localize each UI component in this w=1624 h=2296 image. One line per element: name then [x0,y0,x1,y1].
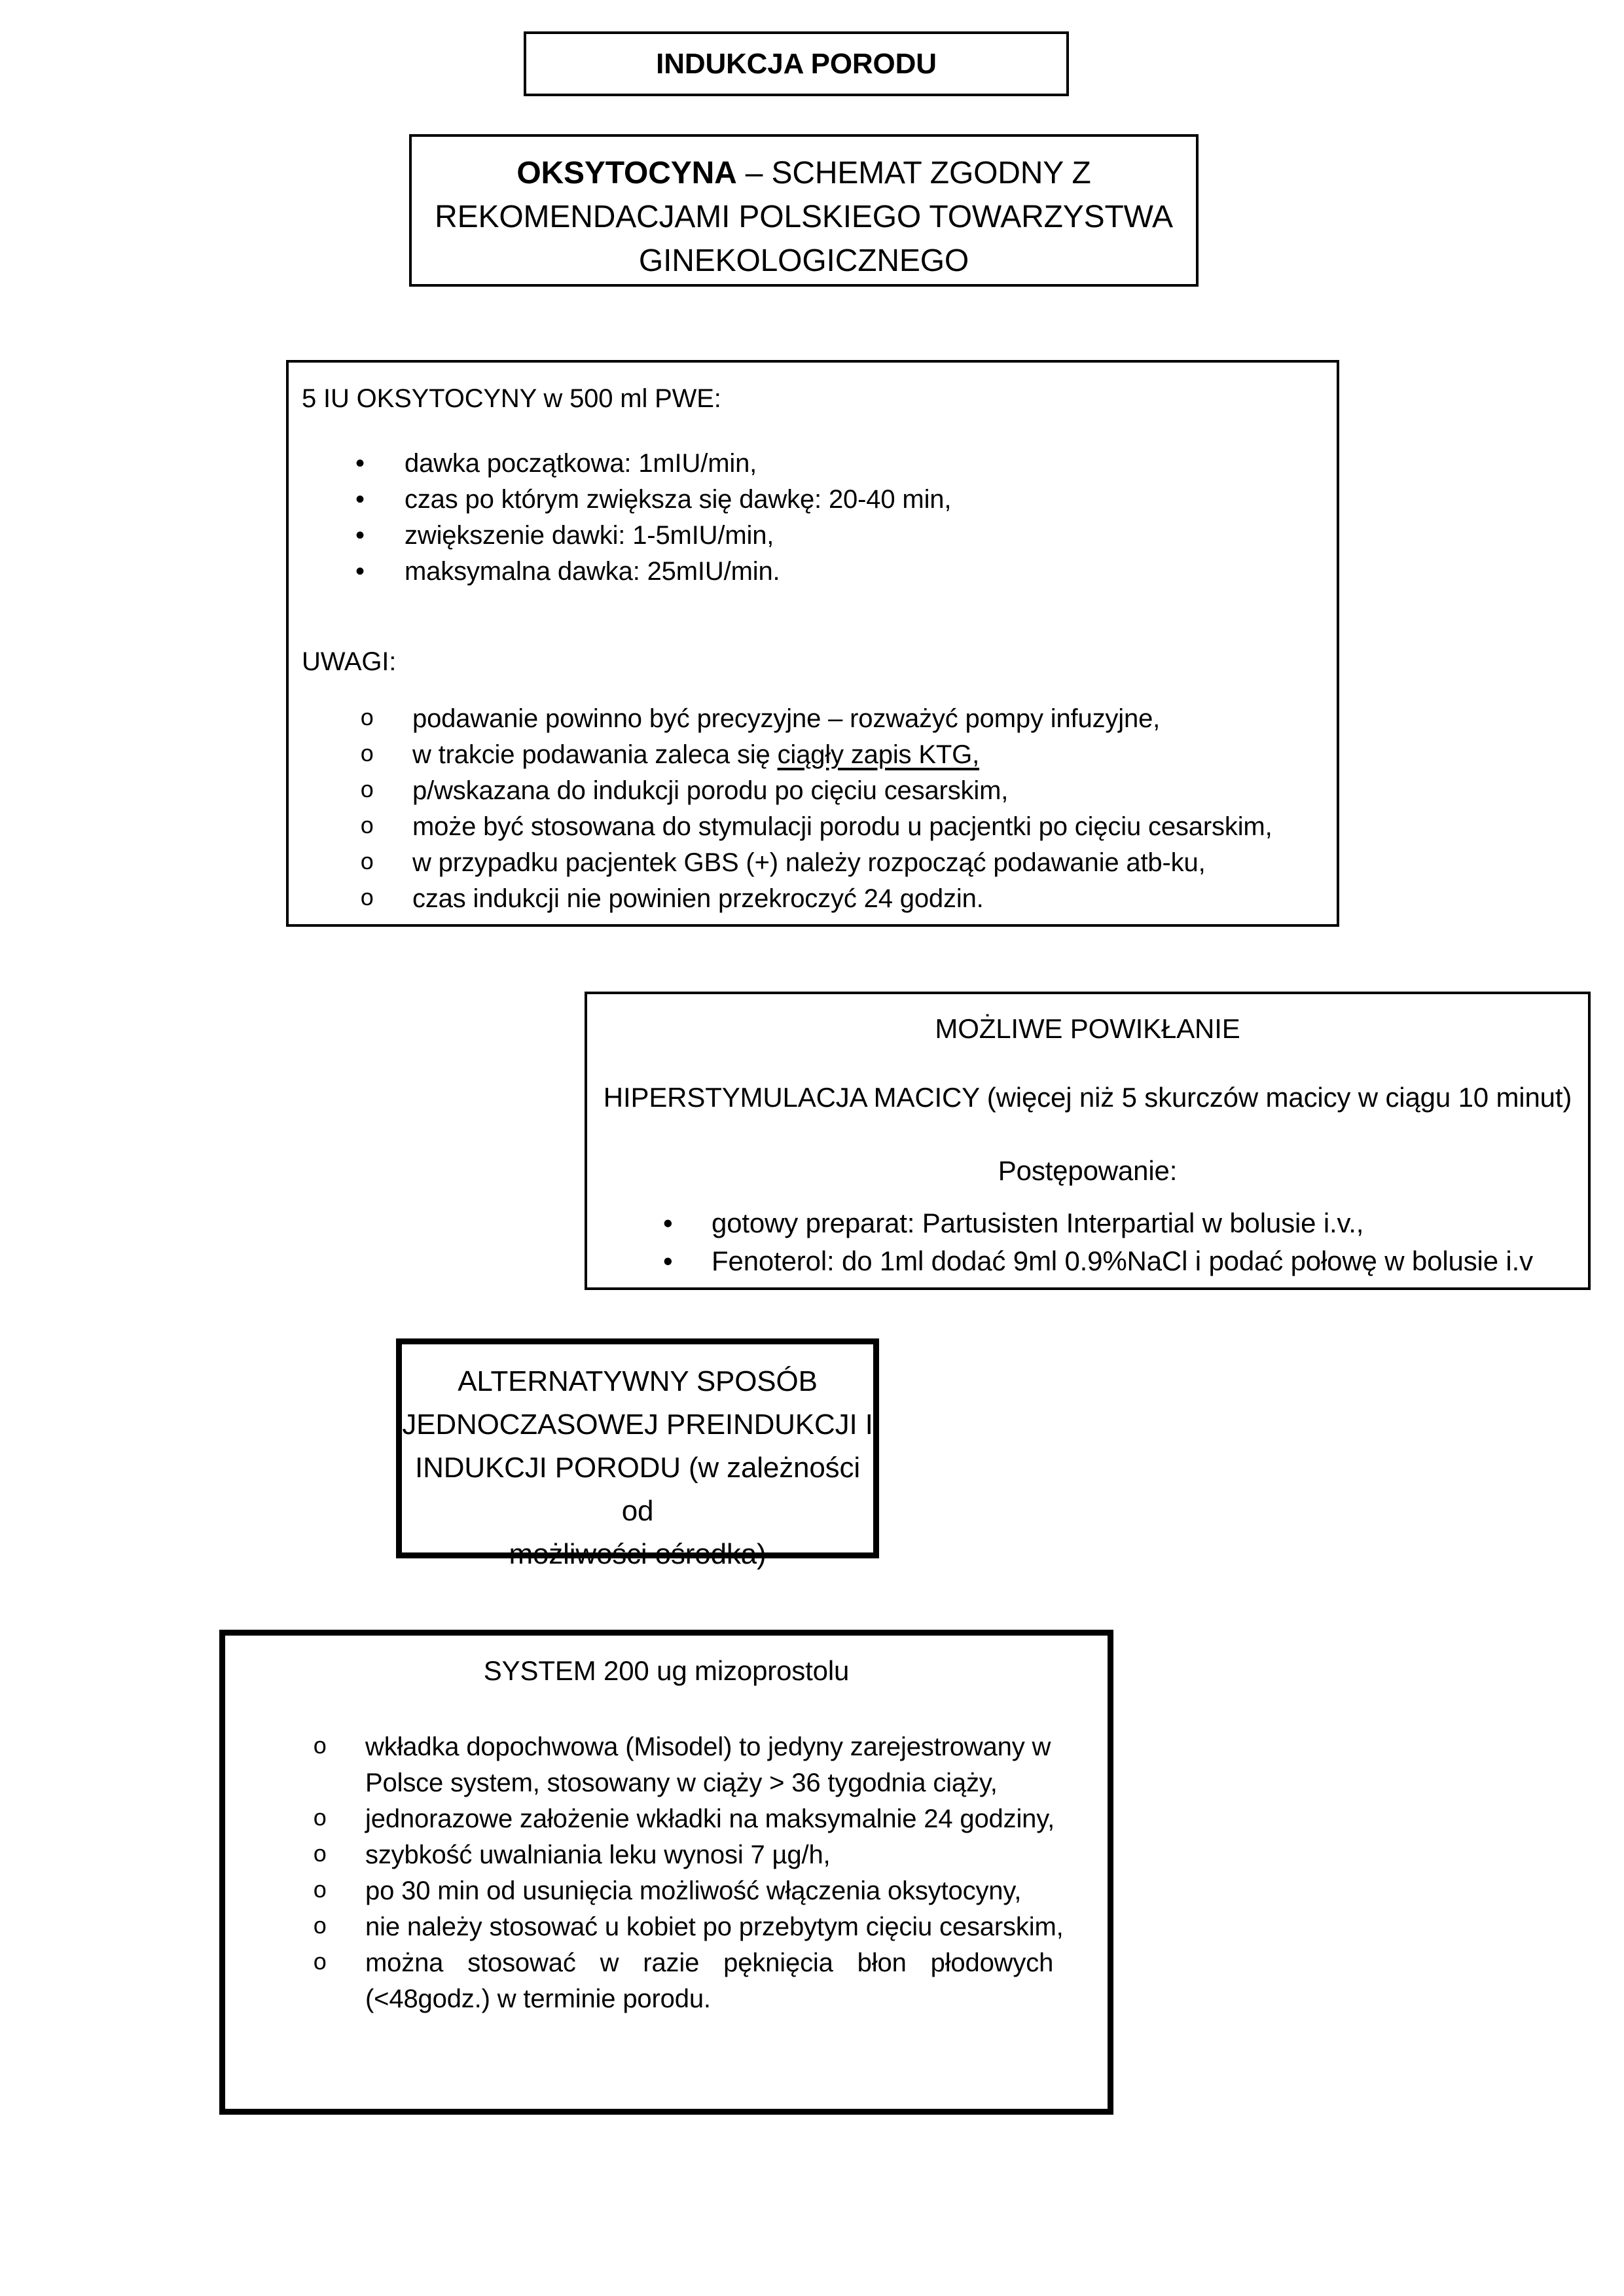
circle-bullet-icon: o [313,1806,327,1833]
oxytocin-header-line1-rest: – SCHEMAT ZGODNY Z [736,156,1091,190]
justified-text: można stosować w razie pęknięcia błon płodowych [365,1948,1054,1977]
alternative-line4: możliwości ośrodka) [509,1538,767,1570]
complication-subtitle: HIPERSTYMULACJA MACICY (więcej niż 5 skurczów macicy w ciągu 10 minut) [603,1082,1572,1113]
list-item [587,1242,1588,1280]
title-box [524,31,1069,96]
system-box [219,1630,1113,2115]
disc-bullet-icon: • [663,1246,673,1276]
alternative-line2: JEDNOCZASOWEJ PREINDUKCJI I [402,1408,873,1441]
uwagi-label: UWAGI: [302,647,397,676]
list-item-text: Fenoterol: do 1ml dodać 9ml 0.9%NaCl i podać połowę w bolusie i.v [712,1246,1533,1276]
list-item-text [365,1729,1051,1801]
list-item-text: szybkość uwalniania leku wynosi 7 µg/h, [365,1840,831,1869]
disc-bullet-icon: • [355,557,365,586]
circle-bullet-icon: o [360,742,374,768]
list-item-line: (<48godz.) w terminie porodu. [365,1984,711,2013]
list-item-text-pre: w trakcie podawania zaleca się [412,740,778,769]
list-item-text [365,1945,1053,2017]
alternative-method-box [396,1338,879,1570]
list-item-line: Polsce system, stosowany w ciąży > 36 tygodnia ciąży, [365,1768,998,1797]
circle-bullet-icon: o [360,706,374,732]
oxytocin-header-box [409,134,1199,287]
list-item [302,446,1322,482]
protocol-box [286,360,1339,927]
page-title: INDUKCJA PORODU [656,47,937,80]
list-item-text: maksymalna dawka: 25mIU/min. [405,557,780,586]
list-item-line [365,1945,1053,1981]
dose-list [302,446,1322,590]
disc-bullet-icon: • [355,521,365,550]
list-item-text [412,737,979,773]
list-item-text: może być stosowana do stymulacji porodu u pacjentki po cięciu cesarskim, [412,812,1272,841]
list-item [238,1801,1094,1837]
oxytocin-header-line3: GINEKOLOGICZNEGO [638,243,969,278]
list-item-text: zwiększenie dawki: 1-5mIU/min, [405,521,774,550]
circle-bullet-icon: o [313,1878,327,1905]
disc-bullet-icon: • [663,1208,673,1238]
oxytocin-header-drug: OKSYTOCYNA [516,156,737,190]
list-item [238,1837,1094,1873]
list-item [302,809,1322,845]
list-item-text: dawka początkowa: 1mIU/min, [405,449,757,478]
list-item-text: w przypadku pacjentek GBS (+) należy rozpocząć podawanie atb-ku, [412,848,1206,877]
procedure-list [587,1204,1588,1280]
circle-bullet-icon: o [313,1950,327,1977]
protocol-heading: 5 IU OKSYTOCYNY w 500 ml PWE: [302,384,721,413]
oxytocin-header-line1 [412,151,1196,195]
list-item [302,482,1322,518]
system-title: SYSTEM 200 ug mizoprostolu [483,1655,850,1686]
circle-bullet-icon: o [313,1914,327,1941]
system-list [238,1729,1094,2017]
circle-bullet-icon: o [360,778,374,804]
list-item [302,881,1322,917]
list-item-text: jednorazowe założenie wkładki na maksymalnie 24 godziny, [365,1804,1055,1833]
list-item [302,737,1322,773]
complication-box [585,992,1591,1290]
list-item [302,701,1322,737]
list-item [587,1204,1588,1242]
complication-title: MOŻLIWE POWIKŁANIE [935,1013,1240,1044]
list-item [238,1729,1094,1801]
list-item-text: czas po którym zwiększa się dawkę: 20-40 min, [405,485,952,514]
list-item-text: czas indukcji nie powinien przekroczyć 24 godzin. [412,884,984,913]
disc-bullet-icon: • [355,449,365,478]
list-item [302,518,1322,554]
list-item-text-underlined: ciągły zapis KTG, [777,740,980,769]
circle-bullet-icon: o [313,1842,327,1869]
disc-bullet-icon: • [355,485,365,514]
list-item-text: po 30 min od usunięcia możliwość włączenia oksytocyny, [365,1876,1022,1905]
list-item-text: gotowy preparat: Partusisten Interpartial w bolusie i.v., [712,1208,1364,1238]
list-item [238,1873,1094,1909]
oxytocin-header-line2: REKOMENDACJAMI POLSKIEGO TOWARZYSTWA [435,200,1173,234]
list-item [302,845,1322,881]
list-item [238,1945,1094,2017]
alternative-line3: INDUKCJI PORODU (w zależności od [415,1452,860,1527]
list-item-text: podawanie powinno być precyzyjne – rozważyć pompy infuzyjne, [412,704,1161,733]
circle-bullet-icon: o [360,886,374,912]
list-item-line: wkładka dopochwowa (Misodel) to jedyny zarejestrowany w [365,1732,1051,1761]
alternative-line1: ALTERNATYWNY SPOSÓB [458,1365,818,1397]
circle-bullet-icon: o [313,1734,327,1761]
uwagi-list [302,701,1322,917]
list-item-text: nie należy stosować u kobiet po przebytym cięciu cesarskim, [365,1912,1064,1941]
list-item [302,773,1322,809]
circle-bullet-icon: o [360,850,374,876]
list-item-text: p/wskazana do indukcji porodu po cięciu cesarskim, [412,776,1009,805]
circle-bullet-icon: o [360,814,374,840]
procedure-label: Postępowanie: [998,1155,1178,1186]
list-item [238,1909,1094,1945]
list-item [302,554,1322,590]
